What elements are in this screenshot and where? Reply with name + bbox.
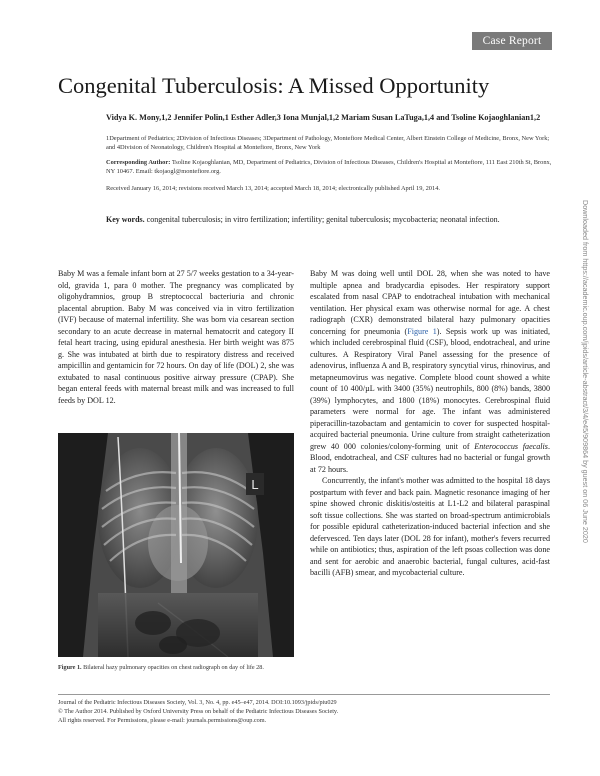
caption-label: Figure 1. (58, 664, 82, 671)
body-column-left (58, 268, 294, 406)
radiograph-image (58, 433, 294, 657)
received-dates: Received January 16, 2014; revisions received March 13, 2014; accepted March 18, 2014; electronically published April 19, 2014. (106, 185, 440, 192)
footer-permissions: All rights reserved. For Permissions, please e-mail: journals.permissions@oup.com. (58, 716, 267, 724)
corresponding-author-label: Corresponding Author: (106, 159, 171, 166)
download-watermark: Downloaded from https://academic.oup.com/jpids/article-abstract/3/4/e45/909864 by guest on 06 June 2020 (581, 200, 590, 543)
caption-text: Bilateral hazy pulmonary opacities on chest radiograph on day of life 28. (81, 664, 264, 671)
paragraph (310, 268, 550, 475)
affiliations: 1Department of Pediatrics; 2Division of Infectious Diseases; 3Department of Pathology, Montefiore Medical Center, Albert Einstein College of Medicine, Bronx, New York; and 4Division of Neonatology, Children's Hospital at Montefiore, Bronx, New York (106, 135, 550, 151)
paragraph: Concurrently, the infant's mother was admitted to the hospital 18 days postpartum with fever and back pain. Magnetic resonance imaging of her spine showed chronic diskitis/osteitis at L1-L2 and bilateral paraspinal soft tissue collections. She was started on broad-spectrum antimicrobials for possible epidural catheterization-induced bacterial infection and she defervesced. Ten days later (DOL 28 for infant), mother's fevers recurred while on antibiotics; thus, aspiration of the left psoas collection was done and sent for aerobic and anaerobic bacterial, fungal cultures, acid-fast bacilli (AFB) smear, and mycobacterial culture. (310, 476, 550, 577)
corresponding-author-text: Tsoline Kojaoghlanian, MD, Department of Pediatrics, Division of Infectious Diseases, Children's Hospital at Montefiore, 111 East 210th St, Bronx, NY 10467. Email: tkojaogl@montefiore.org. (106, 159, 552, 175)
paragraph-text: Baby M was doing well until DOL 28, when she was noted to have multiple apnea and bradycardia episodes. Her respiratory support escalated from nasal CPAP to endotracheal intubation with mechanical ventilation. Her physical exam was otherwise normal for age. A chest radiograph (CXR) demonstrated bilateral hazy pulmonary opacities concerning for pneumonia ( (310, 269, 550, 336)
keywords-label: Key words. (106, 215, 145, 224)
organism-name: Enterococcus faecalis (474, 441, 548, 451)
body-column-right (310, 268, 550, 579)
article-type-badge: Case Report (472, 32, 552, 50)
paragraph-text: ). Sepsis work up was initiated, which included cerebrospinal fluid (CSF), blood, endotracheal, and urine cultures. A Respiratory Viral Panel assessing for the presence of adenovirus, influenza A and B, respiratory syncytial virus, rhinovirus, and metapneumovirus was negative. Complete blood count showed a white count of 10 400/µL with 3400 (35%) neutrophils, 800 (8%) bands, 3800 (39%) lymphocytes, and 1800 (18%) monocytes. Cerebrospinal fluid parameters were normal for age. The infant was administered piperacillin-tazobactam and gentamicin to cover for suspected hospital-acquired bacterial pneumonia. Urine culture from straight catheterization grew 40 000 colonies/colony-forming unit of (310, 326, 551, 451)
keywords-text: congenital tuberculosis; in vitro fertilization; infertility; genital tuberculosis; mycobacteria; neonatal infection. (144, 215, 500, 224)
figure-caption (58, 664, 294, 673)
corresponding-author (106, 158, 554, 176)
footer-copyright: © The Author 2014. Published by Oxford University Press on behalf of the Pediatric Infectious Diseases Society. (58, 707, 339, 715)
paragraph: Baby M was a female infant born at 27 5/7 weeks gestation to a 34-year-old, gravida 1, para 0 mother. The pregnancy was complicated by oligohydramnios, group B streptococcal bacteriuria and chronic placental abruption. Baby M was conceived via in vitro fertilization (IVF) because of maternal infertility. She was born via cesarean section secondary to an acute decrease in maternal hematocrit and category II fetal heart tracing, using epidural anesthesia. Her birth weight was 875 g. She was intubated at birth due to respiratory distress and received ampicillin and gentamicin for 72 hours. On day of life (DOL) 2, she was extubated to nasal continuous positive airway pressure (CPAP). She began enteral feeds with maternal breast milk and was increased to full feeds by DOL 12. (58, 269, 294, 405)
chest-radiograph-figure (58, 433, 294, 657)
figure-1-link[interactable]: Figure 1 (407, 326, 437, 336)
footer-citation: Journal of the Pediatric Infectious Diseases Society, Vol. 3, No. 4, pp. e45–e47, 2014. DOI:10.1093/jpids/piu029 (58, 699, 337, 706)
paragraph-text: . Blood, endotracheal, and CSF cultures had no bacterial or fungal growth at 72 hours. (310, 441, 550, 474)
footer-divider (58, 694, 550, 695)
article-title: Congenital Tuberculosis: A Missed Opportunity (58, 73, 490, 98)
keywords (106, 214, 546, 225)
radiograph-left-marker: L (251, 477, 259, 492)
journal-footer (58, 699, 550, 725)
author-list: Vidya K. Mony,1,2 Jennifer Polin,1 Esther Adler,3 Iona Munjal,1,2 Mariam Susan LaTuga,1,4 and Tsoline Kojaoghlanian1,2 (106, 113, 541, 122)
